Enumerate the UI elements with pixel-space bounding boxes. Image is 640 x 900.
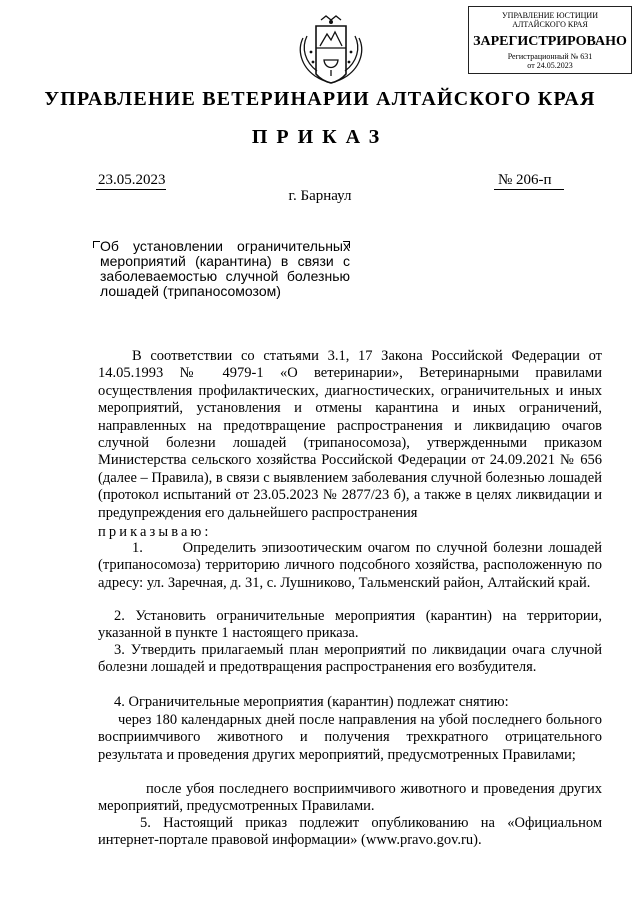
document-type: ПРИКАЗ	[251, 126, 389, 148]
stamp-authority-line2: АЛТАЙСКОГО КРАЯ	[512, 20, 588, 29]
order-subject: Об установлении ограничительных мероприятий (карантина) в связи с заболеваемостью случной болезнью лошадей (трипаносомозом)	[100, 238, 350, 299]
directive-word: приказываю:	[98, 524, 212, 540]
stamp-reg-number: Регистрационный № 631	[507, 52, 593, 61]
item-4b-paragraph: после убоя последнего восприимчивого животного и проведения других мероприятий, предусмотренных Правилами.	[98, 781, 602, 815]
subject-bracket-left	[93, 241, 100, 248]
preamble-paragraph: В соответствии со статьями 3.1, 17 Закона Российской Федерации от 14.05.1993 № 4979-1 «О ветеринарии», Ветеринарными правилами осуществления профилактических, диагностических, ограничительных и иных мероприятий, установления и отмены карантина и иных ограничений, направленных на предотвращение распространения и ликвидацию очагов случной болезни лошадей (трипаносомоза), утвержденными приказом Министерства сельского хозяйства Российской Федерации от 24.09.2021 № 656 (далее – Правила), в связи с выявлением заболевания случной болезнью лошадей (протокол испытаний от 23.05.2023 № 2877/23 б), а также в целях ликвидации и предупреждения его дальнейшего распространения	[98, 348, 602, 521]
item-3-paragraph: 3. Утвердить прилагаемый план мероприятий по ликвидации очага случной болезни лошадей и предотвращения распространения его возбудителя.	[98, 642, 602, 676]
stamp-authority-line1: УПРАВЛЕНИЕ ЮСТИЦИИ	[502, 11, 598, 20]
stamp-reg-date: от 24.05.2023	[527, 61, 573, 70]
item-1-paragraph	[98, 540, 602, 592]
order-number: № 206-п	[498, 172, 552, 188]
stamp-status: ЗАРЕГИСТРИРОВАНО	[473, 34, 627, 49]
organization-name: УПРАВЛЕНИЕ ВЕТЕРИНАРИИ АЛТАЙСКОГО КРАЯ	[44, 88, 596, 110]
item-2-paragraph: 2. Установить ограничительные мероприятия (карантин) на территории, указанной в пункте 1 настоящего приказа.	[98, 608, 602, 642]
item-1-text: Определить эпизоотическим очагом по случной болезни лошадей (трипаносомоза) территорию личного подсобного хозяйства, расположенную по адресу: ул. Заречная, д. 31, с. Лушниково, Тальменский район, Алтайский край.	[98, 540, 602, 591]
item-4a-paragraph: через 180 календарных дней после направления на убой последнего больного восприимчивого животного и получения трехкратного отрицательного результата и проведения других мероприятий, предусмотренных Правилами;	[98, 712, 602, 763]
order-date: 23.05.2023	[98, 172, 166, 188]
registration-stamp	[468, 6, 632, 74]
coat-of-arms-icon	[291, 8, 371, 88]
city: г. Барнаул	[288, 188, 352, 204]
item-4-paragraph: 4. Ограничительные мероприятия (карантин) подлежат снятию:	[114, 694, 509, 710]
item-5-paragraph: 5. Настоящий приказ подлежит опубликованию на «Официальном интернет-портале правовой информации» (www.pravo.gov.ru).	[98, 815, 602, 849]
item-1-number: 1.	[132, 540, 143, 556]
